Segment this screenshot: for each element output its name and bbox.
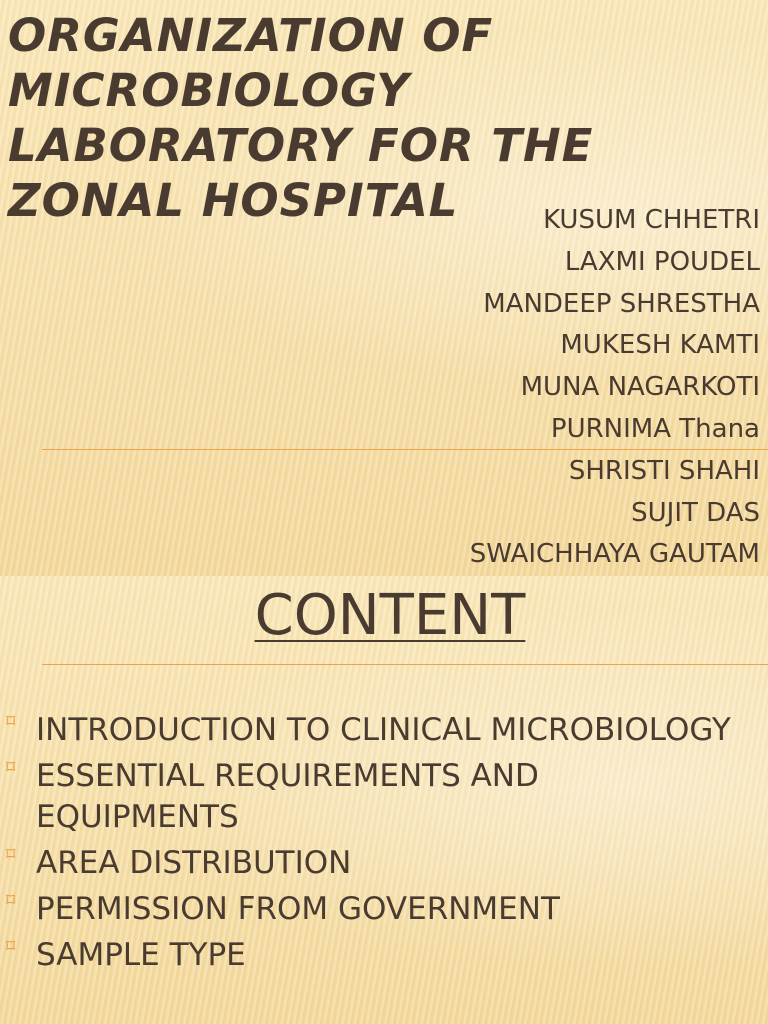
bullet-icon: ⌑ xyxy=(6,936,16,957)
list-item xyxy=(0,889,740,930)
author-name: MANDEEP SHRESTHA xyxy=(483,288,760,319)
content-slide xyxy=(0,576,768,1024)
author-name: SWAICHHAYA GAUTAM xyxy=(469,539,760,570)
bullet-icon: ⌑ xyxy=(6,844,16,865)
list-item-text: PERMISSION FROM GOVERNMENT xyxy=(36,891,560,927)
author-list xyxy=(470,200,760,576)
author-name: SHRISTI SHAHI xyxy=(568,455,760,486)
author-name: MUNA NAGARKOTI xyxy=(520,372,760,403)
author-name: PURNIMA Thana xyxy=(550,413,760,444)
author-name: KUSUM CHHETRI xyxy=(543,205,760,235)
list-item xyxy=(0,710,740,751)
list-item-text: INTRODUCTION TO CLINICAL MICROBIOLOGY xyxy=(36,712,731,748)
list-item-text: SAMPLE TYPE xyxy=(36,937,246,973)
list-item-text: AREA DISTRIBUTION xyxy=(36,845,352,881)
bullet-icon: ⌑ xyxy=(6,757,16,778)
content-list xyxy=(0,710,740,981)
divider-line xyxy=(42,664,768,665)
author-name: MUKESH KAMTI xyxy=(560,330,760,361)
list-item xyxy=(0,935,740,976)
slide-title: ORGANIZATION OF MICROBIOLOGY LABORATORY FOR THE ZONAL HOSPITAL xyxy=(8,9,594,227)
list-item xyxy=(0,843,740,884)
list-item-text: ESSENTIAL REQUIREMENTS AND EQUIPMENTS xyxy=(36,758,539,835)
list-item xyxy=(0,756,740,838)
bullet-icon: ⌑ xyxy=(6,890,16,911)
author-name: SUJIT DAS xyxy=(631,497,760,528)
bullet-icon: ⌑ xyxy=(6,711,16,732)
content-heading: CONTENT xyxy=(254,583,526,648)
author-name: LAXMI POUDEL xyxy=(564,246,760,277)
